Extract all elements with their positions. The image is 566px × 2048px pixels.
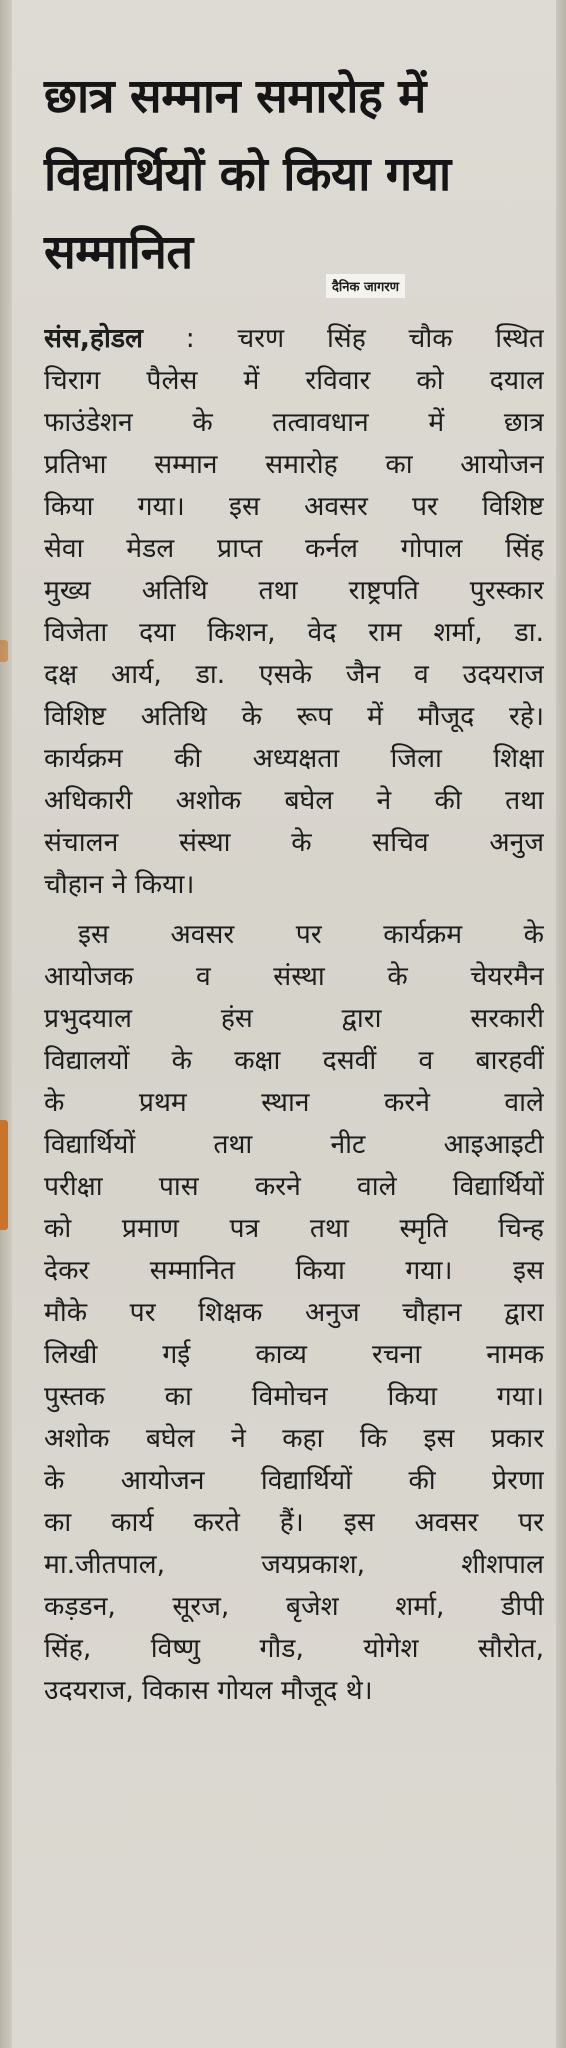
article-line: विशिष्ट अतिथि के रूप में मौजूद रहे। <box>44 701 544 732</box>
article-line: किया गया। इस अवसर पर विशिष्ट <box>44 491 544 522</box>
article-line: के आयोजन विद्यार्थियों की प्रेरणा <box>44 1465 544 1496</box>
article-line: मुख्य अतिथि तथा राष्ट्रपति पुरस्कार <box>44 575 544 606</box>
article-line: प्रभुदयाल हंस द्वारा सरकारी <box>44 1003 544 1034</box>
article-line: सिंह, विष्णु गौड, योगेश सौरोत, <box>44 1633 544 1664</box>
article-line <box>44 318 544 360</box>
article-line: का कार्य करते हैं। इस अवसर पर <box>44 1507 544 1538</box>
article-line: विजेता दया किशन, वेद राम शर्मा, डा. <box>44 617 544 648</box>
article-line: संचालन संस्था के सचिव अनुज <box>44 827 544 858</box>
headline-line: छात्र सम्मान समारोह में <box>44 69 426 124</box>
article-line: को प्रमाण पत्र तथा स्मृति चिन्ह <box>44 1213 544 1244</box>
article-line: विद्यालयों के कक्षा दसवीं व बारहवीं <box>44 1045 544 1076</box>
article-body <box>44 318 544 1712</box>
article-line-text: : चरण सिंह चौक स्थित <box>142 323 544 354</box>
paper-left-edge <box>0 0 12 2048</box>
article-line: इस अवसर पर कार्यक्रम के <box>78 919 544 950</box>
article-line: अधिकारी अशोक बघेल ने की तथा <box>44 785 544 816</box>
article-line: चौहान ने किया। <box>44 869 195 900</box>
article-line: मौके पर शिक्षक अनुज चौहान द्वारा <box>44 1297 544 1328</box>
article-line: चिराग पैलेस में रविवार को दयाल <box>44 365 544 396</box>
article-line: परीक्षा पास करने वाले विद्यार्थियों <box>44 1171 544 1202</box>
article-line: कार्यक्रम की अध्यक्षता जिला शिक्षा <box>44 743 544 774</box>
paper-right-edge <box>556 0 566 2048</box>
headline-line: सम्मानित <box>44 225 193 280</box>
article-line: अशोक बघेल ने कहा कि इस प्रकार <box>44 1423 544 1454</box>
headline-line: विद्यार्थियों को किया गया <box>44 147 451 202</box>
article-line: फाउंडेशन के तत्वावधान में छात्र <box>44 407 544 438</box>
article-line: विद्यार्थियों तथा नीट आइआइटी <box>44 1129 544 1160</box>
article-line: के प्रथम स्थान करने वाले <box>44 1087 544 1118</box>
paragraph-gap <box>44 906 544 914</box>
article-line: प्रतिभा सम्मान समारोह का आयोजन <box>44 449 544 480</box>
article-line: उदयराज, विकास गोयल मौजूद थे। <box>44 1675 373 1706</box>
paragraph-2 <box>44 914 544 1712</box>
article-line: देकर सम्मानित किया गया। इस <box>44 1255 544 1286</box>
article-line: आयोजक व संस्था के चेयरमैन <box>44 961 544 992</box>
headline <box>44 58 544 292</box>
paragraph-1 <box>44 318 544 906</box>
article-line: सेवा मेडल प्राप्त कर्नल गोपाल सिंह <box>44 533 544 564</box>
page-edge-mark <box>0 640 8 662</box>
article-line: दक्ष आर्य, डा. एसके जैन व उदयराज <box>44 659 544 690</box>
page-edge-mark <box>0 1120 8 1230</box>
article-line: कड़डन, सूरज, बृजेश शर्मा, डीपी <box>44 1591 544 1622</box>
article-line: लिखी गई काव्य रचना नामक <box>44 1339 544 1370</box>
dateline: संस,होडल <box>44 323 143 354</box>
article-line: मा.जीतपाल, जयप्रकाश, शीशपाल <box>44 1549 544 1580</box>
newspaper-name-label: दैनिक जागरण <box>326 274 405 298</box>
article-line: पुस्तक का विमोचन किया गया। <box>44 1381 544 1412</box>
